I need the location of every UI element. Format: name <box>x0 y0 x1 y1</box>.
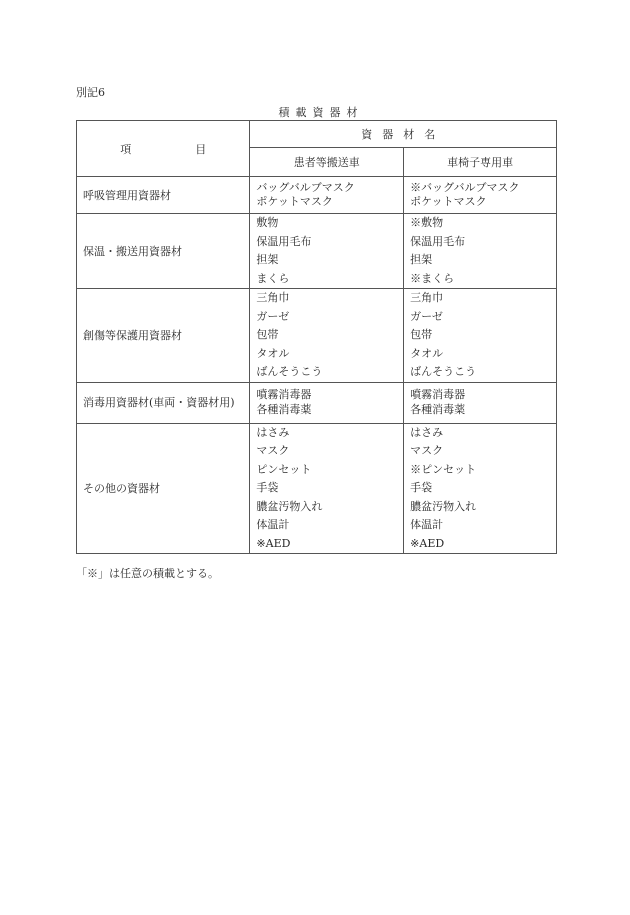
list-item: 体温計 <box>410 518 444 531</box>
wheelchair-only-items <box>404 289 557 383</box>
header-patient-transport: 患者等搬送車 <box>250 148 404 177</box>
list-item: ※まくら <box>410 271 455 285</box>
list-item: 各種消毒薬 <box>256 402 312 416</box>
list-item: タオル <box>410 346 444 360</box>
category-cell: 消毒用資器材(車両・資器材用) <box>77 382 250 423</box>
table-row <box>77 382 557 423</box>
wheelchair-only-items <box>404 382 557 423</box>
appendix-label: 別記6 <box>76 86 105 99</box>
list-item: バッグバルブマスク <box>256 180 355 194</box>
list-item: 噴霧消毒器 <box>256 388 312 401</box>
list-item: はさみ <box>410 425 444 439</box>
category-cell: 呼吸管理用資器材 <box>77 177 250 214</box>
list-item: 膿盆汚物入れ <box>256 499 323 513</box>
patient-transport-items <box>250 177 404 214</box>
list-item: 膿盆汚物入れ <box>410 499 477 513</box>
list-item: ばんそうこう <box>256 365 323 378</box>
list-item: 敷物 <box>256 216 279 229</box>
list-item: ガーゼ <box>256 309 290 323</box>
equipment-table <box>76 120 557 554</box>
list-item: 体温計 <box>256 518 290 531</box>
list-item: 噴霧消毒器 <box>410 388 466 401</box>
list-item: ※AED <box>410 536 445 550</box>
list-item: 三角巾 <box>256 291 290 304</box>
table-row <box>77 423 557 554</box>
table-row <box>77 214 557 289</box>
category-cell: 保温・搬送用資器材 <box>77 214 250 289</box>
patient-transport-items <box>250 289 404 383</box>
wheelchair-only-items <box>404 214 557 289</box>
document-title: 積載資器材 <box>278 106 364 119</box>
list-item: 保温用毛布 <box>256 234 312 248</box>
list-item: 保温用毛布 <box>410 234 466 248</box>
list-item: はさみ <box>256 425 290 439</box>
header-equipment-name-group: 資器材名 <box>250 121 557 148</box>
list-item: マスク <box>410 444 444 457</box>
header-item-column <box>77 121 250 177</box>
header-wheelchair-only: 車椅子専用車 <box>404 148 557 177</box>
list-item: 包帯 <box>256 328 279 341</box>
header-item-label-2: 目 <box>195 142 207 156</box>
list-item: 手袋 <box>410 481 433 494</box>
list-item: 各種消毒薬 <box>410 402 466 416</box>
list-item: まくら <box>256 271 290 285</box>
list-item: 担架 <box>256 253 279 266</box>
list-item: ポケットマスク <box>410 195 487 208</box>
table-row <box>77 177 557 214</box>
list-item: 三角巾 <box>410 291 444 304</box>
patient-transport-items <box>250 214 404 289</box>
list-item: ガーゼ <box>410 309 443 323</box>
header-item-label-1: 項 <box>120 142 132 156</box>
category-cell: 創傷等保護用資器材 <box>77 289 250 383</box>
list-item: ピンセット <box>256 462 312 476</box>
header-row-1 <box>77 121 557 148</box>
list-item: 担架 <box>410 253 433 266</box>
list-item: タオル <box>256 346 290 360</box>
table-row <box>77 289 557 383</box>
list-item: ※ピンセット <box>410 462 477 476</box>
list-item: ※AED <box>256 536 291 550</box>
patient-transport-items <box>250 382 404 423</box>
footnote: 「※」は任意の積載とする。 <box>76 567 219 580</box>
category-cell: その他の資器材 <box>77 423 250 554</box>
list-item: ※敷物 <box>410 216 444 229</box>
patient-transport-items <box>250 423 404 554</box>
list-item: ※バッグバルブマスク <box>410 180 520 194</box>
list-item: ポケットマスク <box>256 195 333 208</box>
list-item: 包帯 <box>410 328 433 341</box>
list-item: ばんそうこう <box>410 365 477 378</box>
list-item: マスク <box>256 444 290 457</box>
wheelchair-only-items <box>404 177 557 214</box>
wheelchair-only-items <box>404 423 557 554</box>
list-item: 手袋 <box>256 481 279 494</box>
